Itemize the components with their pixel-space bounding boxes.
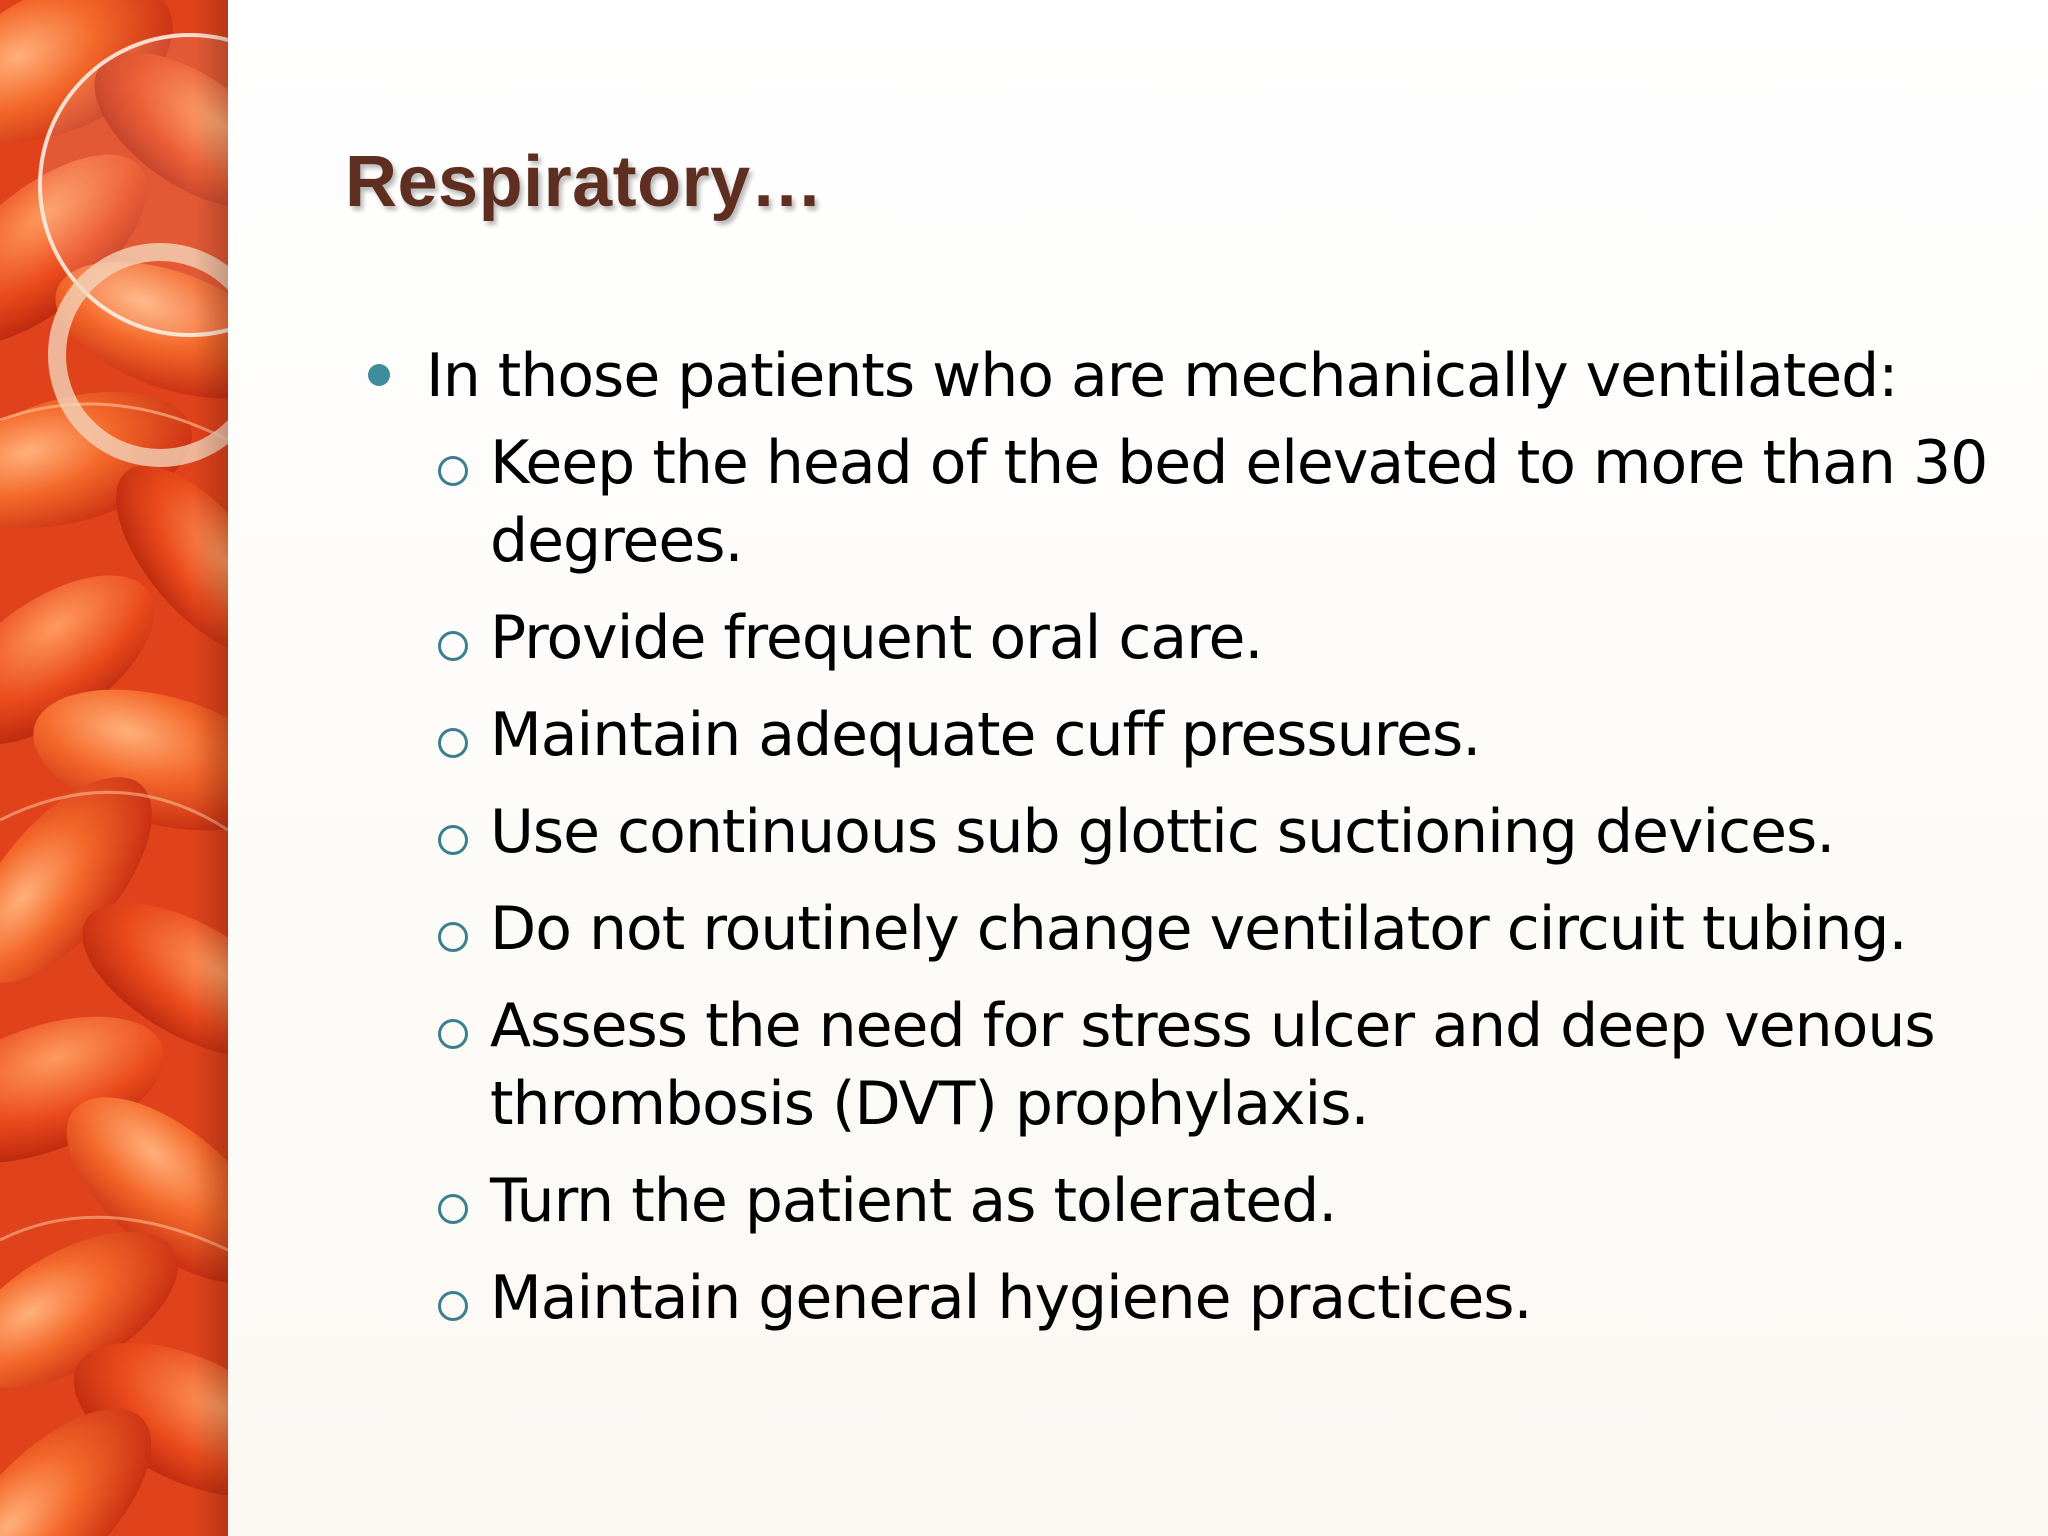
main-bullet-item	[360, 336, 2020, 416]
sub-bullet-item	[436, 1162, 2020, 1240]
filled-circle-bullet-icon	[368, 364, 390, 386]
hollow-circle-bullet-icon	[438, 825, 468, 855]
sub-bullet-item	[436, 424, 2020, 580]
hollow-circle-bullet-icon	[438, 922, 468, 952]
hollow-circle-bullet-icon	[438, 456, 468, 486]
sub-bullet-item	[436, 696, 2020, 774]
sub-bullet-item	[436, 1259, 2020, 1337]
sub-bullet-list	[360, 424, 2020, 1337]
hollow-circle-bullet-icon	[438, 1291, 468, 1321]
sub-bullet-item	[436, 599, 2020, 677]
sub-bullet-text: Use continuous sub glottic suctioning devices.	[490, 797, 1835, 867]
sub-bullet-text: Provide frequent oral care.	[490, 603, 1263, 673]
sub-bullet-item	[436, 987, 2020, 1143]
sub-bullet-item	[436, 793, 2020, 871]
main-bullet-text: In those patients who are mechanically ventilated:	[426, 341, 1898, 411]
slide-title: Respiratory…	[345, 142, 824, 222]
hollow-circle-bullet-icon	[438, 728, 468, 758]
slide-body	[360, 336, 2020, 1356]
sub-bullet-text: Do not routinely change ventilator circuit tubing.	[490, 894, 1907, 964]
sub-bullet-text: Maintain adequate cuff pressures.	[490, 700, 1481, 770]
hollow-circle-bullet-icon	[438, 1194, 468, 1224]
sub-bullet-text: Keep the head of the bed elevated to more than 30 degrees.	[490, 428, 1988, 576]
sub-bullet-item	[436, 890, 2020, 968]
hollow-circle-bullet-icon	[438, 1019, 468, 1049]
sub-bullet-text: Assess the need for stress ulcer and deep venous thrombosis (DVT) prophylaxis.	[490, 991, 1935, 1139]
sub-bullet-text: Maintain general hygiene practices.	[490, 1263, 1532, 1333]
sub-bullet-text: Turn the patient as tolerated.	[490, 1166, 1337, 1236]
hollow-circle-bullet-icon	[438, 631, 468, 661]
flower-petal-decoration	[0, 0, 228, 1536]
